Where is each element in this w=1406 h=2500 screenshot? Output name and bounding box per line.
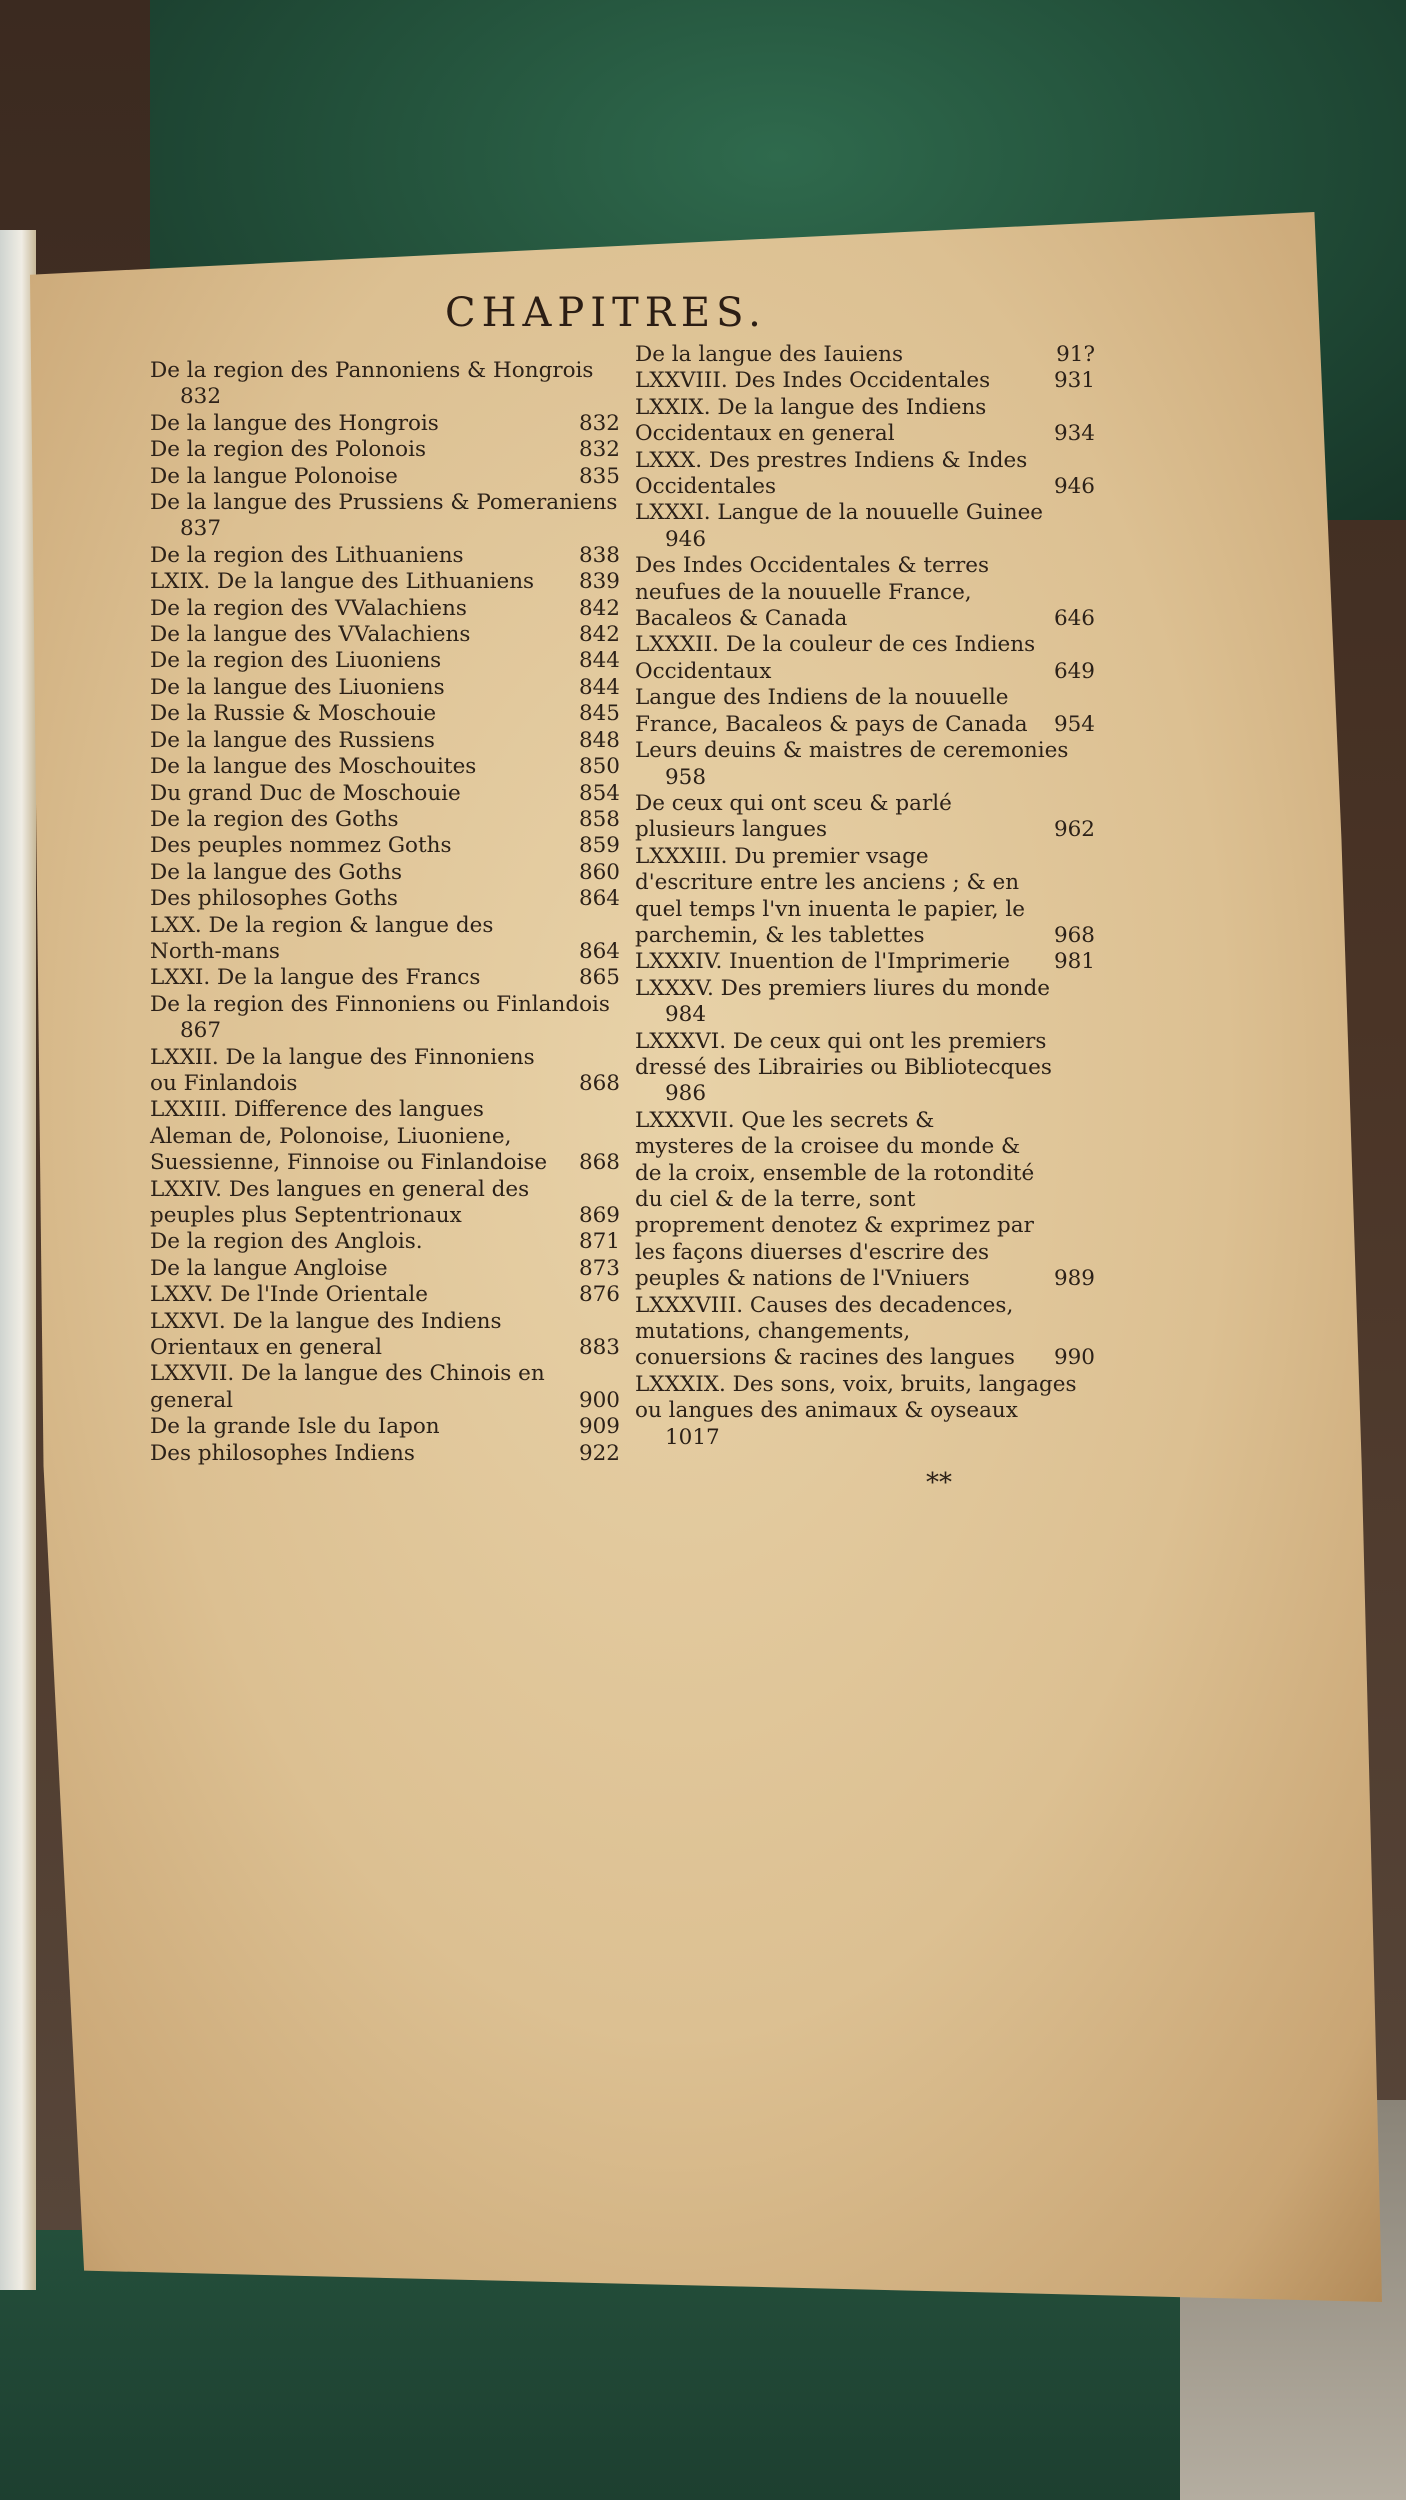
toc-entry-page-number: 859 <box>578 833 620 859</box>
toc-entry <box>150 701 620 727</box>
toc-entry-page-number: 873 <box>578 1255 620 1281</box>
toc-entry-title: De la Russie & Moschouie <box>150 701 437 727</box>
toc-entry <box>150 596 620 622</box>
toc-entry <box>635 685 1095 738</box>
toc-entry-title: LXXII. De la langue des Finnoniens ou Finlandois <box>150 1044 535 1096</box>
toc-entry-title: De la langue des Goths <box>150 859 403 885</box>
toc-entry-page-number: 839 <box>578 569 620 595</box>
toc-entry-page-number: 842 <box>578 595 620 621</box>
ornament-asterisks: ** <box>926 1468 952 1498</box>
toc-entry-title: LXXVI. De la langue des Indiens Orientaux en general <box>150 1308 502 1361</box>
toc-entry-title: De la region des Lithuaniens <box>150 542 464 568</box>
toc-entry-title: De la langue des Prussiens & Pomeraniens <box>150 490 618 516</box>
toc-entry-page-number: 848 <box>578 727 620 753</box>
toc-entry-title: LXXVIII. Des Indes Occidentales <box>635 368 991 394</box>
toc-entry-page-number: 1017 <box>665 1424 720 1450</box>
toc-entry-title: De la region des Goths <box>150 806 399 832</box>
toc-entry-page-number: 989 <box>1053 1266 1095 1292</box>
toc-entry-title: De la langue des Iauiens <box>635 342 904 367</box>
toc-entry <box>635 949 1095 975</box>
toc-entry-title: De la region des Pannoniens & Hongrois <box>150 358 594 383</box>
toc-entry-title: LXXX. Des prestres Indiens & Indes Occidentales <box>635 447 1028 500</box>
toc-entry-page-number: 854 <box>578 780 620 806</box>
toc-entry <box>635 342 1095 368</box>
toc-entry <box>150 728 620 754</box>
toc-entry-page-number: 865 <box>578 965 620 991</box>
toc-entry <box>635 976 1095 1029</box>
toc-entry <box>150 675 620 701</box>
toc-entry-title: De la langue des Hongrois <box>150 410 439 436</box>
toc-entry <box>150 754 620 780</box>
toc-entry-page-number: 868 <box>578 1070 620 1096</box>
toc-entry-page-number: 864 <box>578 886 620 912</box>
toc-entry-title: De la langue des VValachiens <box>150 622 471 648</box>
toc-entry <box>150 860 620 886</box>
toc-entry-title: De la region des Finnoniens ou Finlandois <box>150 991 610 1017</box>
toc-entry-page-number: 837 <box>180 516 222 542</box>
toc-entry-page-number: 832 <box>578 437 620 463</box>
toc-entry-page-number: 931 <box>1053 368 1095 394</box>
toc-entry <box>635 738 1095 791</box>
toc-entry-page-number: 946 <box>665 526 707 552</box>
toc-entry-page-number: 962 <box>1053 817 1095 843</box>
toc-entry <box>150 833 620 859</box>
toc-entry-page-number: 868 <box>578 1150 620 1176</box>
toc-entry-title: LXXXIV. Inuention de l'Imprimerie <box>635 949 1010 975</box>
toc-entry-page-number: 844 <box>578 674 620 700</box>
toc-entry-page-number: 981 <box>1053 949 1095 975</box>
toc-entry <box>150 437 620 463</box>
toc-entry <box>635 553 1095 632</box>
toc-entry-title: De la region des Anglois. <box>150 1229 423 1255</box>
toc-entry-title: LXXXV. Des premiers liures du monde <box>635 975 1050 1001</box>
toc-entry-title: Des philosophes Indiens <box>150 1440 415 1466</box>
toc-entry-title: LXIX. De la langue des Lithuaniens <box>150 569 535 595</box>
toc-entry-title: LXXIV. Des langues en general des peuples plus Septentrionaux <box>150 1176 530 1228</box>
toc-entry-page-number: 986 <box>665 1081 707 1107</box>
toc-entry <box>635 368 1095 394</box>
toc-entry-title: De la langue Angloise <box>150 1255 388 1281</box>
page-title: CHAPITRES. <box>445 290 767 336</box>
toc-entry-page-number: 934 <box>1053 421 1095 447</box>
toc-entry <box>150 1256 620 1282</box>
toc-entry <box>635 1293 1095 1372</box>
toc-entry <box>635 1108 1095 1293</box>
toc-entry-page-number: 876 <box>578 1282 620 1308</box>
toc-entry <box>635 791 1095 844</box>
toc-entry <box>150 358 620 411</box>
toc-entry <box>150 1045 620 1098</box>
toc-entry-page-number: 860 <box>578 859 620 885</box>
toc-entry-title: De la region des VValachiens <box>150 595 467 621</box>
toc-entry-page-number: 984 <box>665 1002 707 1028</box>
toc-entry-page-number: 649 <box>1053 658 1095 684</box>
toc-entry-page-number: 883 <box>578 1335 620 1361</box>
toc-entry-page-number: 900 <box>578 1387 620 1413</box>
toc-entry <box>150 569 620 595</box>
toc-entry-page-number: 838 <box>578 542 620 568</box>
toc-entry-page-number: 869 <box>578 1203 620 1228</box>
toc-entry-page-number: 946 <box>1053 474 1095 500</box>
toc-entry-title: LXXXIII. Du premier vsage d'escriture entre les anciens ; & en quel temps l'vn inuenta le papier, le parchemin, & les tablettes <box>635 843 1026 948</box>
toc-entry <box>150 1177 620 1230</box>
toc-entry-title: LXXXVI. De ceux qui ont les premiers dressé des Librairies ou Bibliotecques <box>635 1028 1052 1080</box>
toc-entry-page-number: 646 <box>1053 606 1095 632</box>
toc-entry <box>150 1282 620 1308</box>
toc-entry-title: De la langue des Russiens <box>150 727 435 753</box>
toc-entry <box>635 395 1095 448</box>
toc-entry-page-number: 832 <box>180 384 222 410</box>
toc-entry-title: De la langue des Liuoniens <box>150 674 445 700</box>
toc-entry-page-number: 858 <box>578 806 620 832</box>
toc-entry-title: Langue des Indiens de la nouuelle France, Bacaleos & pays de Canada <box>635 685 1028 737</box>
toc-entry-title: LXXVII. De la langue des Chinois en general <box>150 1361 545 1413</box>
toc-entry <box>150 781 620 807</box>
toc-entry-title: LXXV. De l'Inde Orientale <box>150 1282 428 1308</box>
toc-entry <box>150 1361 620 1414</box>
toc-entry-page-number: 954 <box>1053 711 1095 737</box>
toc-entry-page-number: 968 <box>1053 922 1095 948</box>
toc-entry <box>150 992 620 1045</box>
toc-left-column <box>150 358 620 1467</box>
toc-entry-title: De la langue Polonoise <box>150 463 398 489</box>
toc-entry-page-number: 832 <box>578 410 620 436</box>
toc-entry-page-number: 850 <box>578 754 620 780</box>
toc-entry-title: LXXXVII. Que les secrets & mysteres de la croisee du monde & de la croix, ensemble de la rotondité du ciel & de la terre, sont proprement denotez & exprimez par les façons diuerses d'escrire des peuples & nations de l'Vniuers <box>635 1107 1035 1292</box>
toc-entry <box>150 411 620 437</box>
toc-entry <box>150 886 620 912</box>
toc-entry-title: LXXIII. Difference des langues Aleman de, Polonoise, Liuoniene, Suessienne, Finnoise ou Finlandoise <box>150 1097 548 1176</box>
toc-entry-title: De la grande Isle du Iapon <box>150 1414 440 1440</box>
toc-entry-title: Des peuples nommez Goths <box>150 833 452 859</box>
toc-entry-title: LXXIX. De la langue des Indiens Occidentaux en general <box>635 394 987 447</box>
toc-entry-title: Du grand Duc de Moschouie <box>150 780 461 806</box>
toc-entry-title: LXX. De la region & langue des North-mans <box>150 912 494 964</box>
toc-entry-page-number: 871 <box>578 1229 620 1255</box>
toc-entry <box>150 1097 620 1176</box>
toc-entry-title: LXXI. De la langue des Francs <box>150 965 481 991</box>
toc-entry <box>635 500 1095 553</box>
toc-entry <box>150 913 620 966</box>
toc-entry-title: LXXXI. Langue de la nouuelle Guinee <box>635 500 1044 526</box>
toc-entry-page-number: 842 <box>578 622 620 648</box>
toc-entry <box>150 1229 620 1255</box>
toc-entry-page-number: 91? <box>1056 342 1095 367</box>
toc-entry-title: LXXXIX. Des sons, voix, bruits, langages ou langues des animaux & oyseaux <box>635 1371 1077 1424</box>
toc-entry-page-number: 864 <box>578 938 620 964</box>
toc-entry <box>150 1441 620 1467</box>
toc-entry <box>635 1029 1095 1108</box>
toc-entry <box>150 464 620 490</box>
toc-entry-page-number: 867 <box>180 1018 222 1044</box>
toc-entry <box>150 648 620 674</box>
toc-entry-page-number: 922 <box>578 1440 620 1466</box>
toc-entry-page-number: 909 <box>578 1414 620 1440</box>
toc-entry <box>635 632 1095 685</box>
toc-entry-title: Des Indes Occidentales & terres neufues de la nouuelle France, Bacaleos & Canada <box>635 553 990 632</box>
toc-right-column <box>635 342 1095 1451</box>
toc-entry-title: De la region des Liuoniens <box>150 648 442 674</box>
toc-entry <box>150 1414 620 1440</box>
toc-entry <box>635 1372 1095 1451</box>
toc-entry-title: Des philosophes Goths <box>150 886 398 912</box>
toc-entry <box>150 490 620 543</box>
book-page-edge <box>0 230 36 2290</box>
toc-entry-page-number: 845 <box>578 701 620 727</box>
toc-entry-page-number: 844 <box>578 648 620 674</box>
toc-entry-page-number: 990 <box>1053 1345 1095 1371</box>
toc-entry <box>150 807 620 833</box>
toc-entry <box>150 622 620 648</box>
toc-entry <box>635 448 1095 501</box>
toc-entry-title: De la langue des Moschouites <box>150 754 477 780</box>
toc-entry-page-number: 835 <box>578 463 620 489</box>
toc-entry-title: Leurs deuins & maistres de ceremonies <box>635 738 1069 764</box>
toc-entry-page-number: 958 <box>665 764 707 790</box>
toc-entry-title: De la region des Polonois <box>150 437 427 463</box>
toc-entry <box>635 844 1095 950</box>
toc-entry-title: LXXXVIII. Causes des decadences, mutations, changements, conuersions & racines des langues <box>635 1292 1015 1371</box>
toc-entry-title: De ceux qui ont sceu & parlé plusieurs langues <box>635 790 952 843</box>
toc-entry-title: LXXXII. De la couleur de ces Indiens Occidentaux <box>635 632 1036 684</box>
toc-entry <box>150 965 620 991</box>
toc-entry <box>150 1309 620 1362</box>
toc-entry <box>150 543 620 569</box>
